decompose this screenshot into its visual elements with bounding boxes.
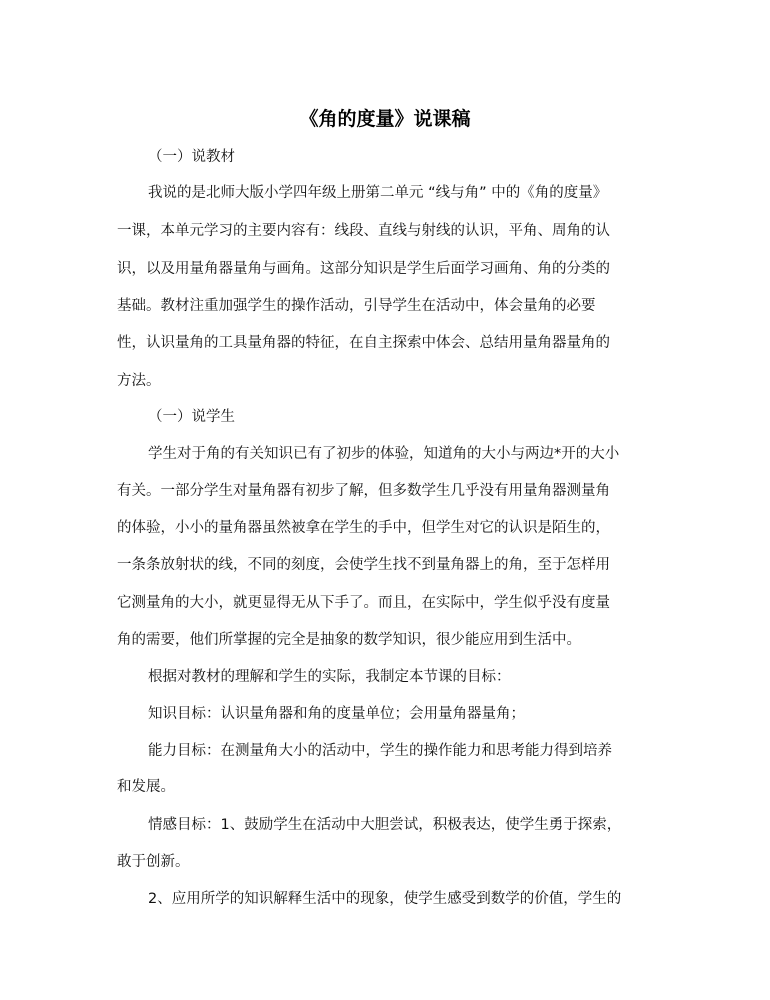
paragraph-line: 一课，本单元学习的主要内容有：线段、直线与射线的认识，平角、周角的认 (117, 223, 610, 239)
paragraph-line: 方法。 (117, 373, 161, 389)
paragraph-line: 角的需要，他们所掌握的完全是抽象的数学知识，很少能应用到生活中。 (117, 632, 581, 648)
paragraph-line: 性，认识量角的工具量角器的特征，在自主探索中体会、总结用量角器量角的 (117, 335, 610, 351)
section-heading-students: （一）说学生 (148, 409, 235, 425)
paragraph-line: 和发展。 (117, 779, 175, 795)
paragraph-line: 我说的是北师大版小学四年级上册第二单元 “线与角” 中的《角的度量》 (148, 185, 608, 201)
paragraph-line: 基础。教材注重加强学生的操作活动，引导学生在活动中，体会量角的必要 (117, 298, 596, 314)
paragraph-line: 根据对教材的理解和学生的实际，我制定本节课的目标： (148, 669, 511, 685)
section-heading-textbook: （一）说教材 (148, 149, 235, 165)
goal-ability: 能力目标：在测量角大小的活动中，学生的操作能力和思考能力得到培养 (148, 743, 612, 759)
paragraph-line: 它测量角的大小，就更显得无从下手了。而且，在实际中，学生似乎没有度量 (117, 595, 610, 611)
document-title: 《角的度量》说课稿 (299, 108, 471, 130)
paragraph-line: 学生对于角的有关知识已有了初步的体验，知道角的大小与两边*开的大小 (148, 446, 620, 462)
goal-emotion: 情感目标：1、鼓励学生在活动中大胆尝试，积极表达，使学生勇于探索， (148, 817, 622, 833)
paragraph-line: 一条条放射状的线，不同的刻度，会使学生找不到量角器上的角，至于怎样用 (117, 557, 610, 573)
paragraph-line: 的体验，小小的量角器虽然被拿在学生的手中，但学生对它的认识是陌生的， (117, 520, 610, 536)
paragraph-line: 识，以及用量角器量角与画角。这部分知识是学生后面学习画角、角的分类的 (117, 261, 610, 277)
paragraph-line: 2、应用所学的知识解释生活中的现象，使学生感受到数学的价值，学生的 (148, 891, 622, 907)
goal-knowledge: 知识目标：认识量角器和角的度量单位；会用量角器量角； (148, 706, 525, 722)
paragraph-line: 有关。一部分学生对量角器有初步了解，但多数学生几乎没有用量角器测量角 (117, 483, 610, 499)
paragraph-line: 敢于创新。 (117, 854, 190, 870)
